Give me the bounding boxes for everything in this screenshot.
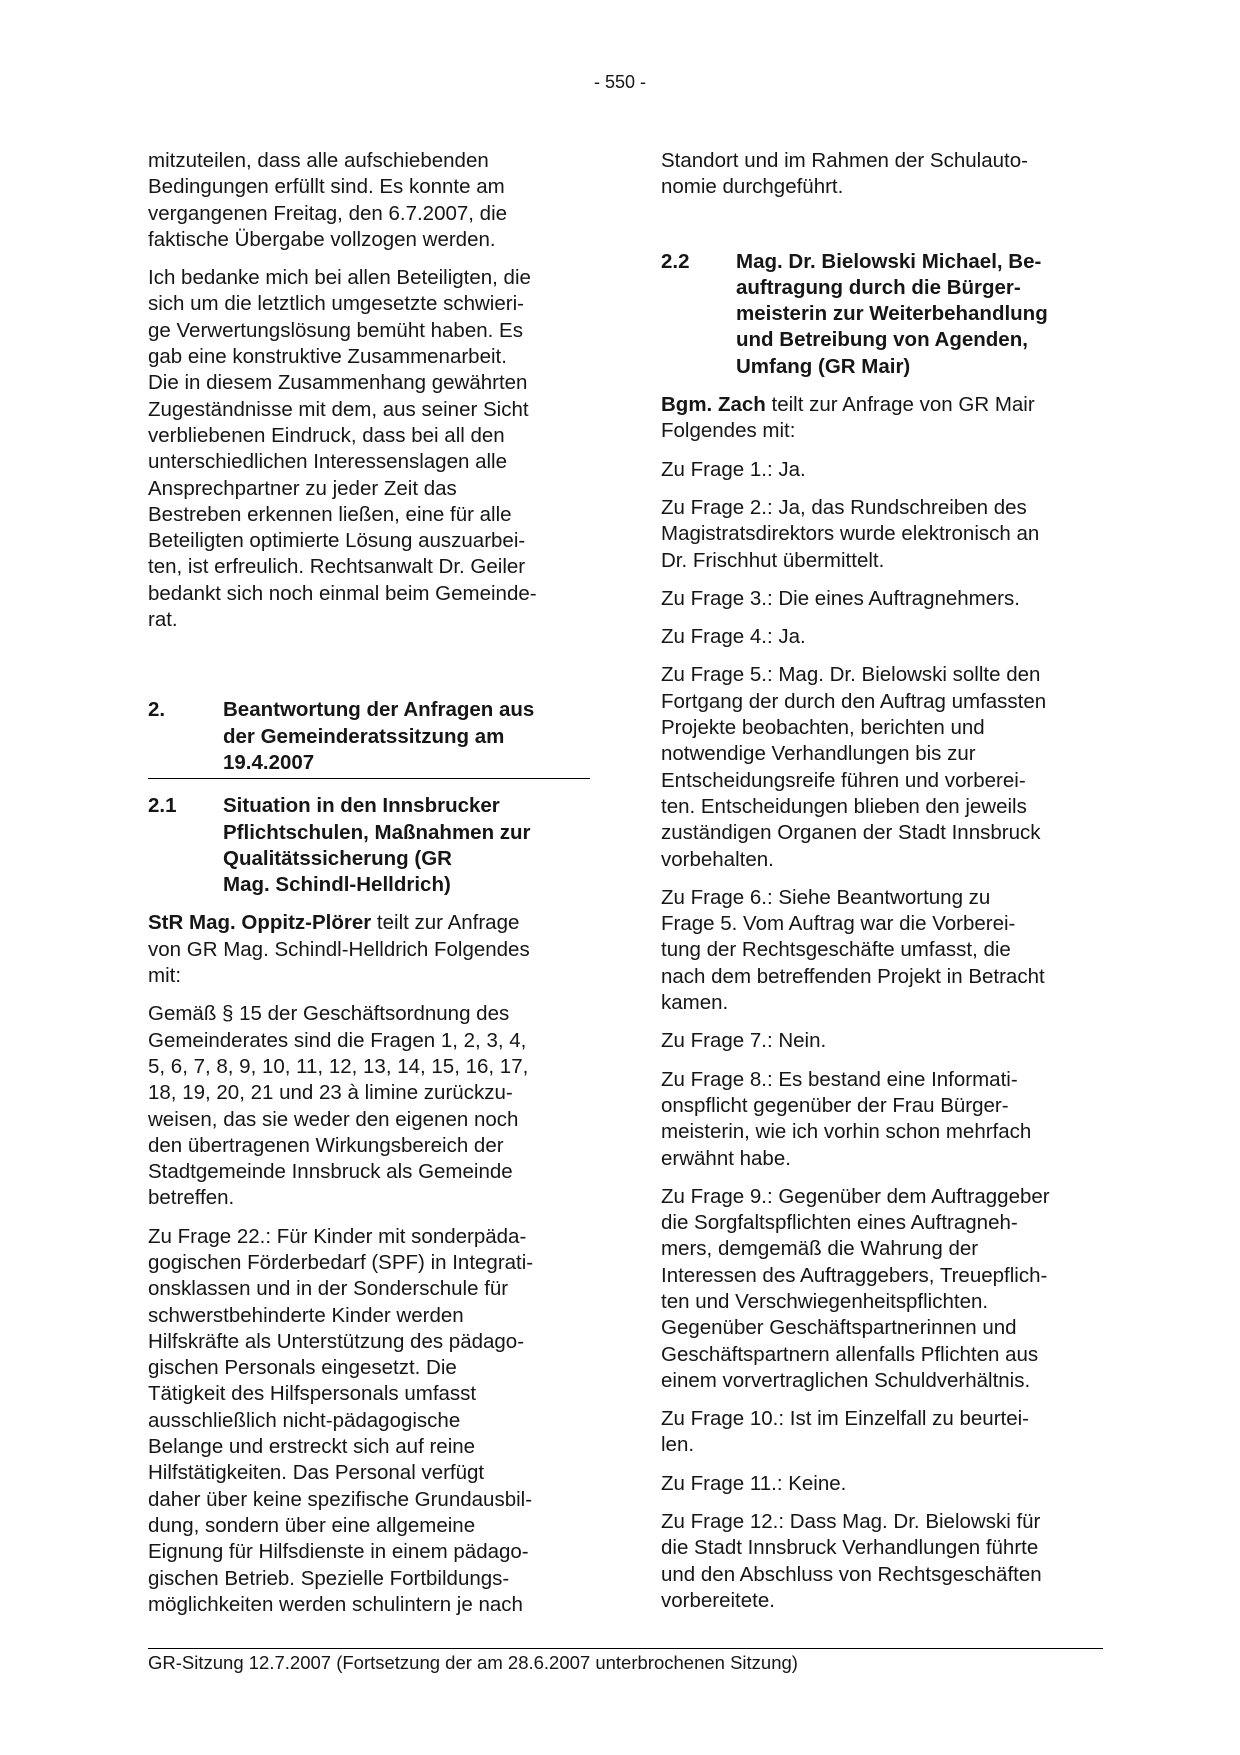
text-line: Zu Frage 7.: Nein. (661, 1029, 827, 1053)
text-line: 5, 6, 7, 8, 9, 10, 11, 12, 13, 14, 15, 16, 17, (148, 1054, 529, 1078)
text-line: Belange und erstreckt sich auf reine (148, 1435, 476, 1459)
text-line: ge Verwertungslösung bemüht haben. Es (148, 318, 523, 342)
intro-text: teilt zur Anfrage von GR Mair (765, 393, 1035, 417)
heading-line: 19.4.2007 (223, 750, 315, 774)
text-line: ausschließlich nicht-pädagogische (148, 1408, 461, 1432)
section-spacer (661, 213, 1101, 249)
left-column (148, 148, 590, 1630)
text-line: Stadtgemeinde Innsbruck als Gemeinde (148, 1160, 513, 1184)
section-heading-2 (148, 697, 590, 779)
right-column (661, 148, 1101, 1626)
answer-paragraph (661, 1028, 1101, 1054)
text-line: die Sorgfaltspflichten eines Auftragneh- (661, 1211, 1018, 1235)
text-line: Zu Frage 1.: Ja. (661, 457, 806, 481)
speaker-name: Bgm. Zach (661, 393, 766, 417)
heading-line: auftragung durch die Bürger- (736, 275, 1021, 299)
text-line: Zu Frage 8.: Es bestand eine Informati- (661, 1067, 1018, 1091)
section-heading-2-2 (661, 249, 1101, 380)
text-line: kamen. (661, 991, 729, 1015)
text-line: Zugeständnisse mit dem, aus seiner Sicht (148, 397, 529, 421)
section-title (223, 697, 590, 776)
heading-line: Situation in den Innsbrucker (223, 794, 500, 818)
intro-paragraph (148, 910, 590, 989)
section-number: 2. (148, 698, 166, 722)
answer-paragraph (661, 624, 1101, 650)
text-line: Projekte beobachten, berichten und (661, 716, 985, 740)
text-line: Frage 5. Vom Auftrag war die Vorberei- (661, 912, 1016, 936)
text-line: Interessen des Auftraggebers, Treuepflich- (661, 1263, 1048, 1287)
text-line: Zu Frage 6.: Siehe Beantwortung zu (661, 885, 991, 909)
text-line: Beteiligten optimierte Lösung auszuarbei- (148, 529, 526, 553)
text-line: Zu Frage 11.: Keine. (661, 1471, 847, 1495)
page-number: - 550 - (593, 72, 647, 92)
text-line: von GR Mag. Schindl-Helldrich Folgendes (148, 937, 530, 961)
answer-paragraph (661, 1509, 1101, 1614)
text-line: Hilfskräfte als Unterstützung des pädago- (148, 1329, 525, 1353)
section-heading-2-1 (148, 793, 590, 898)
text-line: Zu Frage 2.: Ja, das Rundschreiben des (661, 495, 1027, 519)
text-line: Geschäftspartnern allenfalls Pflichten aus (661, 1342, 1039, 1366)
text-line: ten und Verschwiegenheitspflichten. (661, 1289, 989, 1313)
text-line: weisen, das sie weder den eigenen noch (148, 1107, 519, 1131)
text-line: ten, ist erfreulich. Rechtsanwalt Dr. Geiler (148, 555, 526, 579)
text-line: mers, demgemäß die Wahrung der (661, 1237, 979, 1261)
section-spacer (148, 645, 590, 697)
text-line: Zu Frage 3.: Die eines Auftragnehmers. (661, 586, 1020, 610)
heading-line: Mag. Schindl-Helldrich) (223, 873, 451, 897)
text-line: Ich bedanke mich bei allen Beteiligten, die (148, 266, 531, 290)
heading-line: Mag. Dr. Bielowski Michael, Be- (736, 249, 1042, 273)
text-line: faktische Übergabe vollzogen werden. (148, 227, 496, 251)
heading-line: der Gemeinderatssitzung am (223, 724, 505, 748)
text-line: vorbehalten. (661, 847, 774, 871)
text-line: mit: (148, 964, 182, 988)
text-line: gischen Betrieb. Spezielle Fortbildungs- (148, 1566, 510, 1590)
text-line: vorbereitete. (661, 1588, 775, 1612)
text-line: onspflicht gegenüber der Frau Bürger- (661, 1093, 1009, 1117)
answer-paragraph (661, 885, 1101, 1016)
text-line: onsklassen und in der Sonderschule für (148, 1277, 509, 1301)
answer-paragraph (661, 457, 1101, 483)
paragraph (148, 1001, 590, 1211)
text-line: Gegenüber Geschäftspartnerinnen und (661, 1316, 1017, 1340)
intro-paragraph (661, 392, 1101, 445)
text-line: tung der Rechtsgeschäfte umfasst, die (661, 938, 1011, 962)
text-line: Zu Frage 12.: Dass Mag. Dr. Bielowski für (661, 1510, 1041, 1534)
text-line: Bedingungen erfüllt sind. Es konnte am (148, 175, 505, 199)
text-line: Tätigkeit des Hilfspersonals umfasst (148, 1382, 477, 1406)
text-line: Fortgang der durch den Auftrag umfassten (661, 689, 1047, 713)
section-number: 2.1 (148, 794, 177, 818)
text-line: notwendige Verhandlungen bis zur (661, 742, 976, 766)
text-line: die Stadt Innsbruck Verhandlungen führte (661, 1536, 1039, 1560)
text-line: gab eine konstruktive Zusammenarbeit. (148, 345, 507, 369)
paragraph (661, 148, 1101, 201)
answer-paragraph (661, 1406, 1101, 1459)
heading-line: Qualitätssicherung (GR (223, 846, 452, 870)
text-line: verbliebenen Eindruck, dass bei all den (148, 423, 505, 447)
text-line: 18, 19, 20, 21 und 23 à limine zurückzu- (148, 1081, 513, 1105)
text-line: nach dem betreffenden Projekt in Betracht (661, 964, 1045, 988)
answer-paragraph (661, 495, 1101, 574)
text-line: Hilfstätigkeiten. Das Personal verfügt (148, 1461, 485, 1485)
text-line (661, 392, 1101, 418)
text-line: daher über keine spezifische Grundausbil- (148, 1487, 533, 1511)
text-line: betreffen. (148, 1186, 235, 1210)
answer-paragraph (661, 662, 1101, 872)
section-number: 2.2 (661, 249, 690, 273)
text-line: Zu Frage 10.: Ist im Einzelfall zu beurtei- (661, 1407, 1030, 1431)
heading-line: Beantwortung der Anfragen aus (223, 698, 535, 722)
text-line: gogischen Förderbedarf (SPF) in Integrati- (148, 1250, 534, 1274)
section-title (736, 249, 1101, 380)
text-line: Eignung für Hilfsdienste in einem pädago- (148, 1540, 529, 1564)
intro-text: teilt zur Anfrage (371, 911, 520, 935)
text-line: Dr. Frischhut übermittelt. (661, 548, 885, 572)
footer-divider (148, 1648, 1103, 1649)
answer-paragraph (661, 1184, 1101, 1394)
heading-line: Umfang (GR Mair) (736, 354, 911, 378)
section-title (223, 793, 590, 898)
text-line: vergangenen Freitag, den 6.7.2007, die (148, 201, 508, 225)
text-line: erwähnt habe. (661, 1146, 791, 1170)
text-line: Gemeinderates sind die Fragen 1, 2, 3, 4, (148, 1028, 527, 1052)
text-line: meisterin, wie ich vorhin schon mehrfach (661, 1120, 1032, 1144)
text-line (148, 910, 590, 936)
text-line: einem vorvertraglichen Schuldverhältnis. (661, 1368, 1031, 1392)
text-line: zuständigen Organen der Stadt Innsbruck (661, 821, 1041, 845)
page-footer: GR-Sitzung 12.7.2007 (Fortsetzung der am 28.6.2007 unterbrochenen Sitzung) (148, 1652, 798, 1673)
text-line: sich um die letztlich umgesetzte schwieri- (148, 292, 524, 316)
text-line: nomie durchgeführt. (661, 175, 844, 199)
text-line: Zu Frage 4.: Ja. (661, 625, 806, 649)
text-line: den übertragenen Wirkungsbereich der (148, 1133, 504, 1157)
text-line: möglichkeiten werden schulintern je nach (148, 1592, 523, 1616)
answer-paragraph (661, 1067, 1101, 1172)
text-line: Die in diesem Zusammenhang gewährten (148, 371, 528, 395)
text-line: unterschiedlichen Interessenslagen alle (148, 450, 507, 474)
paragraph (148, 265, 590, 633)
answer-paragraph (661, 586, 1101, 612)
text-line: und den Abschluss von Rechtsgeschäften (661, 1562, 1042, 1586)
text-line: Entscheidungsreife führen und vorberei- (661, 768, 1026, 792)
heading-line: und Betreibung von Agenden, (736, 328, 1028, 352)
text-line: schwerstbehinderte Kinder werden (148, 1303, 464, 1327)
answer-paragraph (661, 1471, 1101, 1497)
text-line: Standort und im Rahmen der Schulauto- (661, 149, 1028, 172)
text-line: rat. (148, 608, 178, 632)
heading-line: meisterin zur Weiterbehandlung (736, 302, 1048, 326)
text-line: Zu Frage 22.: Für Kinder mit sonderpäda- (148, 1224, 527, 1248)
text-line: Gemäß § 15 der Geschäftsordnung des (148, 1002, 510, 1026)
text-line: Folgendes mit: (661, 419, 796, 443)
text-line: len. (661, 1433, 695, 1457)
text-line: gischen Personals eingesetzt. Die (148, 1356, 457, 1380)
paragraph (148, 148, 590, 253)
text-line: Zu Frage 9.: Gegenüber dem Auftraggeber (661, 1184, 1050, 1208)
speaker-name: StR Mag. Oppitz-Plörer (148, 911, 372, 935)
text-line: bedankt sich noch einmal beim Gemeinde- (148, 581, 537, 605)
text-line: Zu Frage 5.: Mag. Dr. Bielowski sollte den (661, 663, 1041, 687)
text-line: Bestreben erkennen ließen, eine für alle (148, 502, 512, 526)
text-line: Ansprechpartner zu jeder Zeit das (148, 476, 457, 500)
heading-line: Pflichtschulen, Maßnahmen zur (223, 820, 531, 844)
text-line: ten. Entscheidungen blieben den jeweils (661, 794, 1027, 818)
text-line: Magistratsdirektors wurde elektronisch an (661, 522, 1040, 546)
text-line: mitzuteilen, dass alle aufschiebenden (148, 149, 489, 172)
paragraph (148, 1224, 590, 1618)
text-line: dung, sondern über eine allgemeine (148, 1513, 476, 1537)
